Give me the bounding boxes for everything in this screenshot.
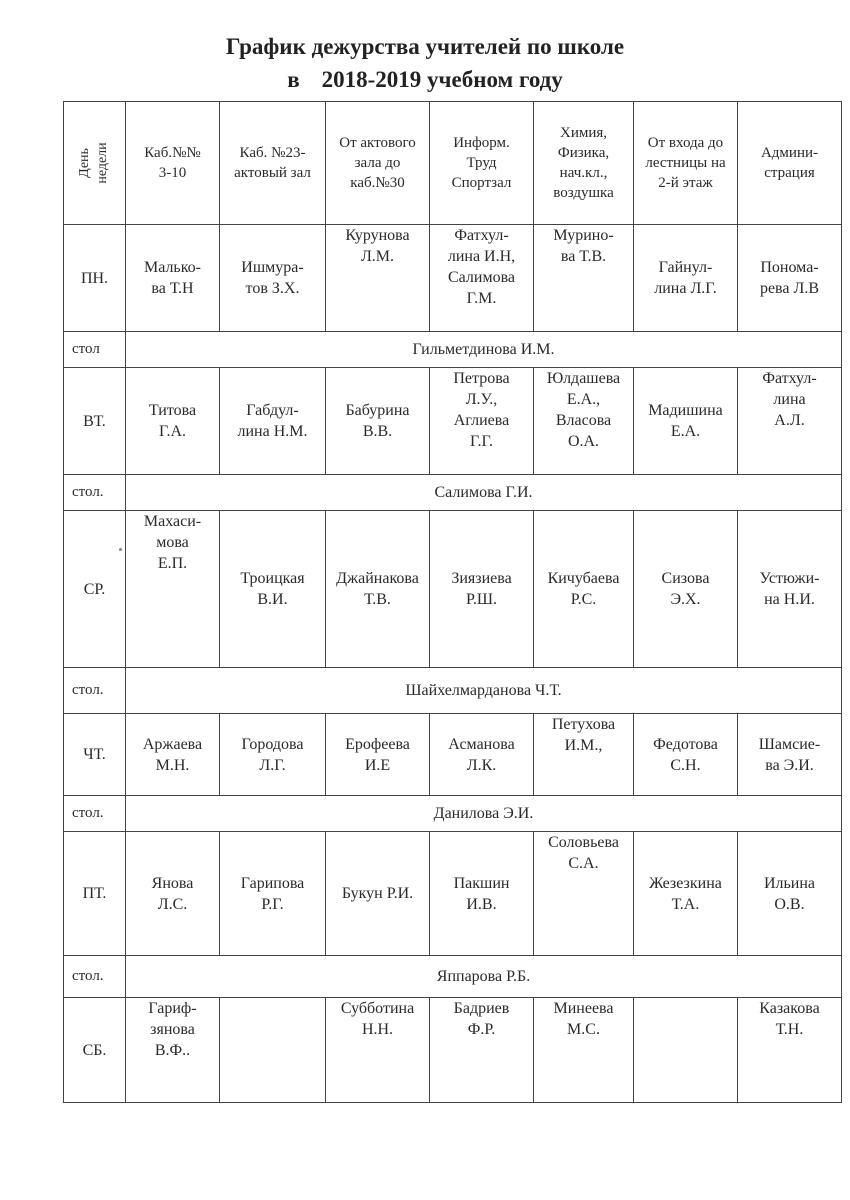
duty-cell: Понома- рева Л.В (738, 225, 842, 332)
duty-schedule-table (63, 101, 842, 1103)
duty-cell: Пакшин И.В. (430, 832, 534, 956)
canteen-label: стол (64, 332, 126, 368)
duty-cell: Бабурина В.В. (326, 368, 430, 475)
canteen-label: стол. (64, 796, 126, 832)
duty-cell: Гайнул- лина Л.Г. (634, 225, 738, 332)
duty-cell: Петрова Л.У., Аглиева Г.Г. (430, 368, 534, 475)
duty-cell: Зиязиева Р.Ш. (430, 511, 534, 668)
day-label: ПН. (64, 225, 126, 332)
duty-cell: Федотова С.Н. (634, 714, 738, 796)
day-row-sat (64, 998, 842, 1103)
duty-cell: Мурино- ва Т.В. (534, 225, 634, 332)
duty-cell: Казакова Т.Н. (738, 998, 842, 1103)
canteen-duty-name: Яппарова Р.Б. (126, 956, 842, 998)
duty-cell: Ерофеева И.Е (326, 714, 430, 796)
canteen-label: стол. (64, 956, 126, 998)
day-label: ВТ. (64, 368, 126, 475)
duty-cell: Фатхул- лина И.Н, Салимова Г.М. (430, 225, 534, 332)
header-col7: Админи- страция (738, 102, 842, 225)
duty-cell: Асманова Л.К. (430, 714, 534, 796)
header-day (64, 102, 126, 225)
duty-cell: Шамсие- ва Э.И. (738, 714, 842, 796)
header-col6: От входа до лестницы на 2-й этаж (634, 102, 738, 225)
empty-cell (634, 998, 738, 1103)
duty-cell: Субботина Н.Н. (326, 998, 430, 1103)
header-col3: От актового зала до каб.№30 (326, 102, 430, 225)
duty-cell: Бадриев Ф.Р. (430, 998, 534, 1103)
canteen-duty-row (64, 475, 842, 511)
day-label: СБ. (64, 998, 126, 1103)
duty-cell: Соловьева С.А. (534, 832, 634, 956)
header-col1: Каб.№№ 3-10 (126, 102, 220, 225)
day-row-fri (64, 832, 842, 956)
day-row-tue (64, 368, 842, 475)
duty-cell: Букун Р.И. (326, 832, 430, 956)
table-body (64, 102, 842, 1103)
canteen-duty-row (64, 332, 842, 368)
duty-cell: Устюжи- на Н.И. (738, 511, 842, 668)
canteen-label: стол. (64, 475, 126, 511)
duty-cell: Янова Л.С. (126, 832, 220, 956)
empty-cell (220, 998, 326, 1103)
canteen-duty-name: Салимова Г.И. (126, 475, 842, 511)
duty-cell: Мадишина Е.А. (634, 368, 738, 475)
duty-cell: Курунова Л.М. (326, 225, 430, 332)
duty-cell: Гариф- зянова В.Ф.. (126, 998, 220, 1103)
duty-cell: Кичубаева Р.С. (534, 511, 634, 668)
duty-cell: Аржаева М.Н. (126, 714, 220, 796)
canteen-duty-row (64, 796, 842, 832)
canteen-duty-name: Шайхелмарданова Ч.Т. (126, 668, 842, 714)
header-day-text: День недели (77, 142, 110, 184)
duty-cell: Ильина О.В. (738, 832, 842, 956)
duty-cell: Петухова И.М., (534, 714, 634, 796)
duty-cell: Фатхул- лина А.Л. (738, 368, 842, 475)
duty-cell: Троицкая В.И. (220, 511, 326, 668)
title-line-2 (0, 65, 850, 95)
duty-cell: Сизова Э.Х. (634, 511, 738, 668)
day-label: СР. (64, 511, 126, 668)
canteen-duty-name: Данилова Э.И. (126, 796, 842, 832)
canteen-duty-row (64, 956, 842, 998)
canteen-label: стол. (64, 668, 126, 714)
day-row-mon (64, 225, 842, 332)
title-line-2-main: 2018-2019 учебном году (321, 67, 563, 92)
duty-cell: Городова Л.Г. (220, 714, 326, 796)
duty-cell: Малько- ва Т.Н (126, 225, 220, 332)
duty-cell: Жезезкина Т.А. (634, 832, 738, 956)
title-line-2-prefix: в (287, 67, 300, 92)
duty-cell: Юлдашева Е.А., Власова О.А. (534, 368, 634, 475)
duty-cell: Титова Г.А. (126, 368, 220, 475)
canteen-duty-name: Гильметдинова И.М. (126, 332, 842, 368)
duty-cell: Джайнакова Т.В. (326, 511, 430, 668)
duty-cell: Габдул- лина Н.М. (220, 368, 326, 475)
duty-cell: Махаси- мова Е.П. (126, 511, 220, 668)
header-col4: Информ. Труд Спортзал (430, 102, 534, 225)
day-label: ПТ. (64, 832, 126, 956)
canteen-duty-row (64, 668, 842, 714)
header-col2: Каб. №23- актовый зал (220, 102, 326, 225)
day-row-wed (64, 511, 842, 668)
header-col5: Химия, Физика, нач.кл., воздушка (534, 102, 634, 225)
day-row-thu (64, 714, 842, 796)
duty-cell: Ишмура- тов З.Х. (220, 225, 326, 332)
duty-cell: Минеева М.С. (534, 998, 634, 1103)
header-row (64, 102, 842, 225)
duty-cell: Гарипова Р.Г. (220, 832, 326, 956)
title-line-1: График дежурства учителей по школе (225, 34, 625, 59)
day-label: ЧТ. (64, 714, 126, 796)
